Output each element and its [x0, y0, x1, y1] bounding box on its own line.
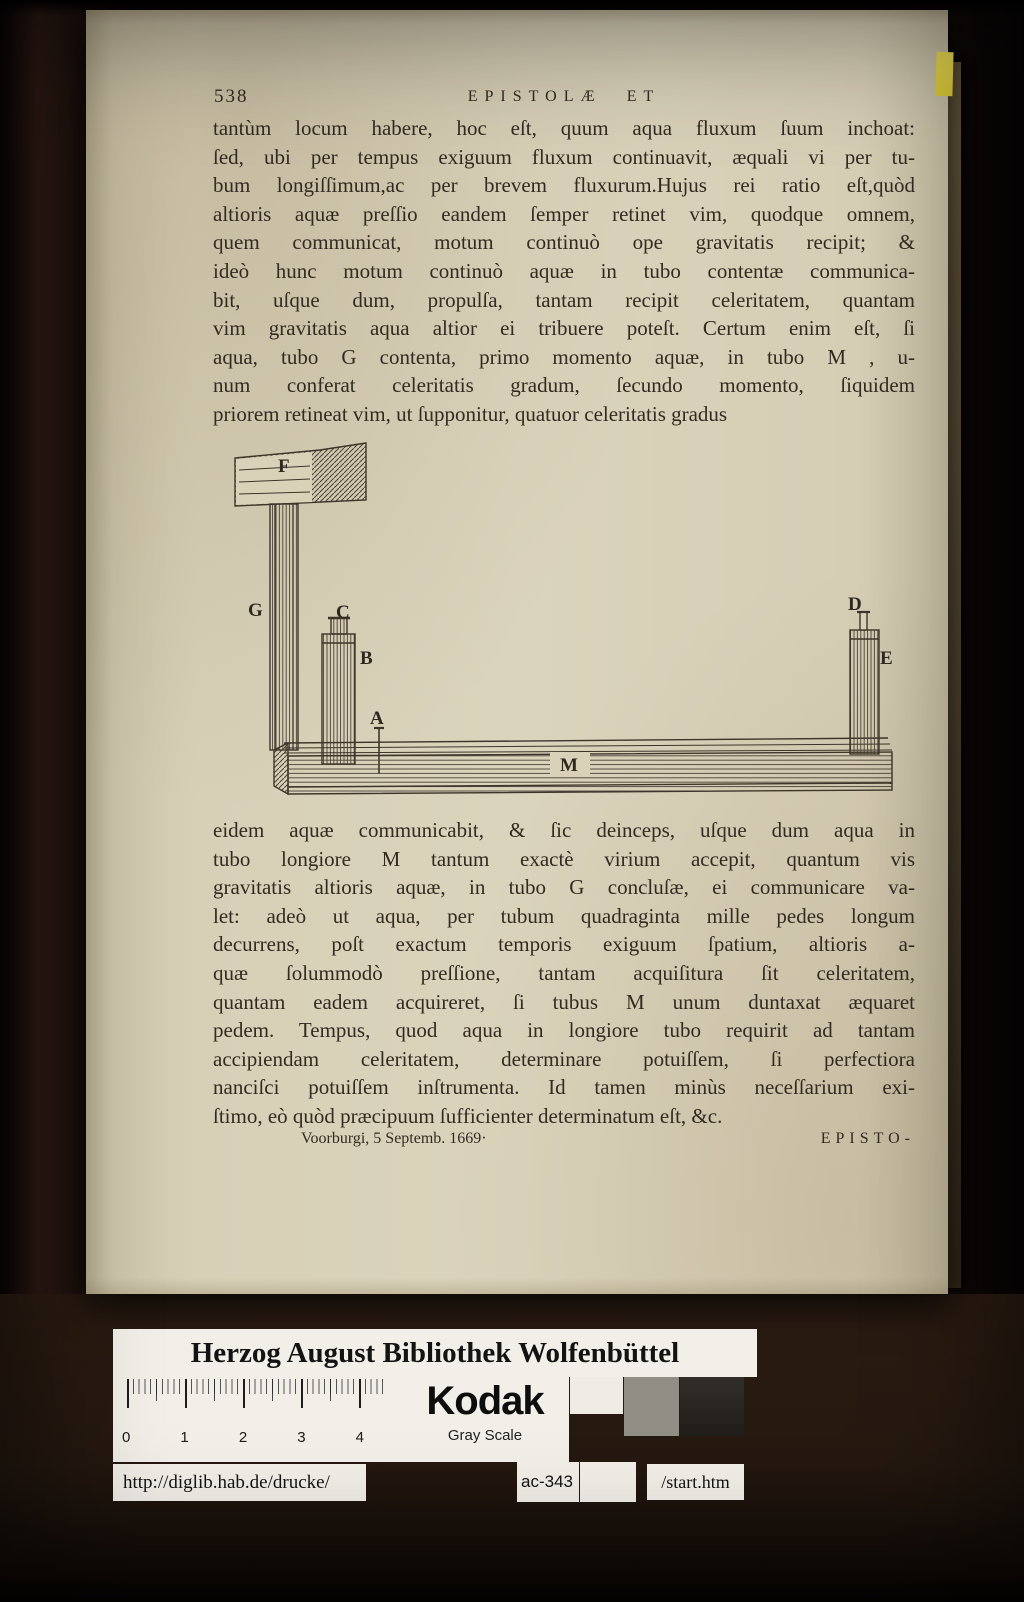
colophon-row [213, 1130, 915, 1148]
ruler-number: 0 [122, 1429, 131, 1446]
text-line: bit, uſque dum, propulſa, tantam recipit celeritatem, quantam [213, 287, 915, 312]
kodak-panel [401, 1377, 569, 1462]
text-line: quem communicat, motum continuò ope gravitatis recipit; & [213, 230, 915, 255]
diagram-label-e: E [880, 648, 893, 669]
body-paragraph-1 [213, 114, 915, 429]
text-line: vim gravitatis aqua altior ei tribuere poteſt. Certum enim eſt, ſi [213, 316, 915, 341]
text-line: ſtimo, eò quòd præcipuum ſufficienter determinatum eſt, &c. [213, 1103, 723, 1128]
ruler-ticks-cm [127, 1379, 384, 1408]
diagram-reservoir-f [235, 443, 366, 506]
text-line: decurrens, poſt exactum temporis exiguum ſpatium, altioris a- [213, 932, 915, 957]
diagram-tube-g [270, 504, 298, 750]
text-line: tantùm locum habere, hoc eſt, quum aqua fluxum ſuum inchoat: [213, 116, 915, 140]
grayscale-patch-dark [680, 1374, 744, 1436]
ruler-number: 4 [355, 1429, 364, 1446]
text-line: let: adeò ut aqua, per tubum quadraginta mille pedes longum [213, 903, 915, 928]
diagram-label-f: F [278, 456, 290, 477]
ruler-panel [113, 1377, 401, 1462]
text-line: aqua, tubo G contenta, primo momento aquæ, in tubo M , u- [213, 344, 915, 369]
shelfmark-box [517, 1462, 636, 1502]
text-line: gravitatis altioris aquæ, in tubo G concluſæ, ei communicare va- [213, 875, 915, 900]
woodcut-diagram [224, 438, 914, 798]
running-head: EPISTOLÆ ET [467, 88, 661, 105]
text-line: ideò hunc motum continuò aquæ in tubo contentæ communica- [213, 258, 915, 283]
sticky-note [935, 52, 953, 96]
start-url-text: /start.htm [661, 1472, 730, 1492]
dateline: Voorburgi, 5 Septemb. 1669· [301, 1130, 487, 1147]
text-line: quæ ſolummodò preſſione, tantam acquiſitura ſit celeritatem, [213, 960, 915, 985]
base-url-text: http://diglib.hab.de/drucke/ [123, 1472, 330, 1493]
text-line: accipiendam celeritatem, determinare potuiſſem, ſi perfectiora [213, 1046, 915, 1071]
diagram-cylinder-e [850, 612, 879, 754]
grayscale-patch-white [570, 1374, 623, 1414]
diagram-label-a: A [370, 708, 384, 729]
ruler-number: 2 [238, 1429, 248, 1446]
body-paragraph-2 [213, 816, 915, 1131]
diagram-label-b: B [360, 648, 373, 669]
grayscale-patch-gray [624, 1374, 679, 1436]
text-line: eidem aquæ communicabit, & ſic deinceps, uſque dum aqua in [213, 818, 915, 842]
ruler-number: 3 [297, 1429, 306, 1446]
text-line: ſed, ubi per tempus exiguum fluxum continuavit, æquali vi per tu- [213, 144, 915, 169]
book-page [86, 10, 948, 1294]
text-line: pedem. Tempus, quod aqua in longiore tubo requirit ad tantam [213, 1018, 915, 1043]
ruler-number: 1 [180, 1429, 189, 1446]
kodak-logo-text: Kodak [426, 1379, 544, 1423]
diagram-label-m: M [560, 755, 578, 776]
shelfmark-divider [579, 1462, 580, 1502]
catchword: EPISTO- [820, 1130, 915, 1147]
library-banner-title: Herzog August Bibliothek Wolfenbüttel [113, 1329, 757, 1377]
page-number: 538 [214, 86, 249, 107]
shelfmark-text: ac-343 [521, 1472, 573, 1491]
gray-scale-label: Gray Scale [447, 1427, 523, 1444]
text-line: nanciſci potuiſſem inſtrumenta. Id tamen minùs neceſſarium exi- [213, 1075, 915, 1100]
text-line: num conferat celeritatis gradum, ſecundo momento, ſiquidem [213, 373, 915, 398]
diagram-label-c: C [336, 602, 350, 623]
diagram-label-g: G [248, 600, 263, 621]
text-line: priorem retineat vim, ut ſupponitur, quatuor celeritatis gradus [213, 401, 728, 426]
ruler-numbers [122, 1429, 364, 1446]
text-line: quantam eadem acquireret, ſi tubus M unum duntaxat æquaret [213, 989, 915, 1014]
diagram-label-d: D [848, 594, 862, 615]
text-line: bum longiſſimum,ac per brevem fluxurum.Hujus rei ratio eſt,quòd [213, 173, 915, 198]
text-line: tubo longiore M tantum exactè virium accepit, quantum vis [213, 846, 915, 871]
book-fore-edge [948, 62, 961, 1288]
text-line: altioris aquæ preſſio eandem ſemper retinet vim, quodque omnem, [213, 201, 915, 226]
start-url-box [647, 1464, 744, 1500]
base-url-box [113, 1464, 366, 1501]
